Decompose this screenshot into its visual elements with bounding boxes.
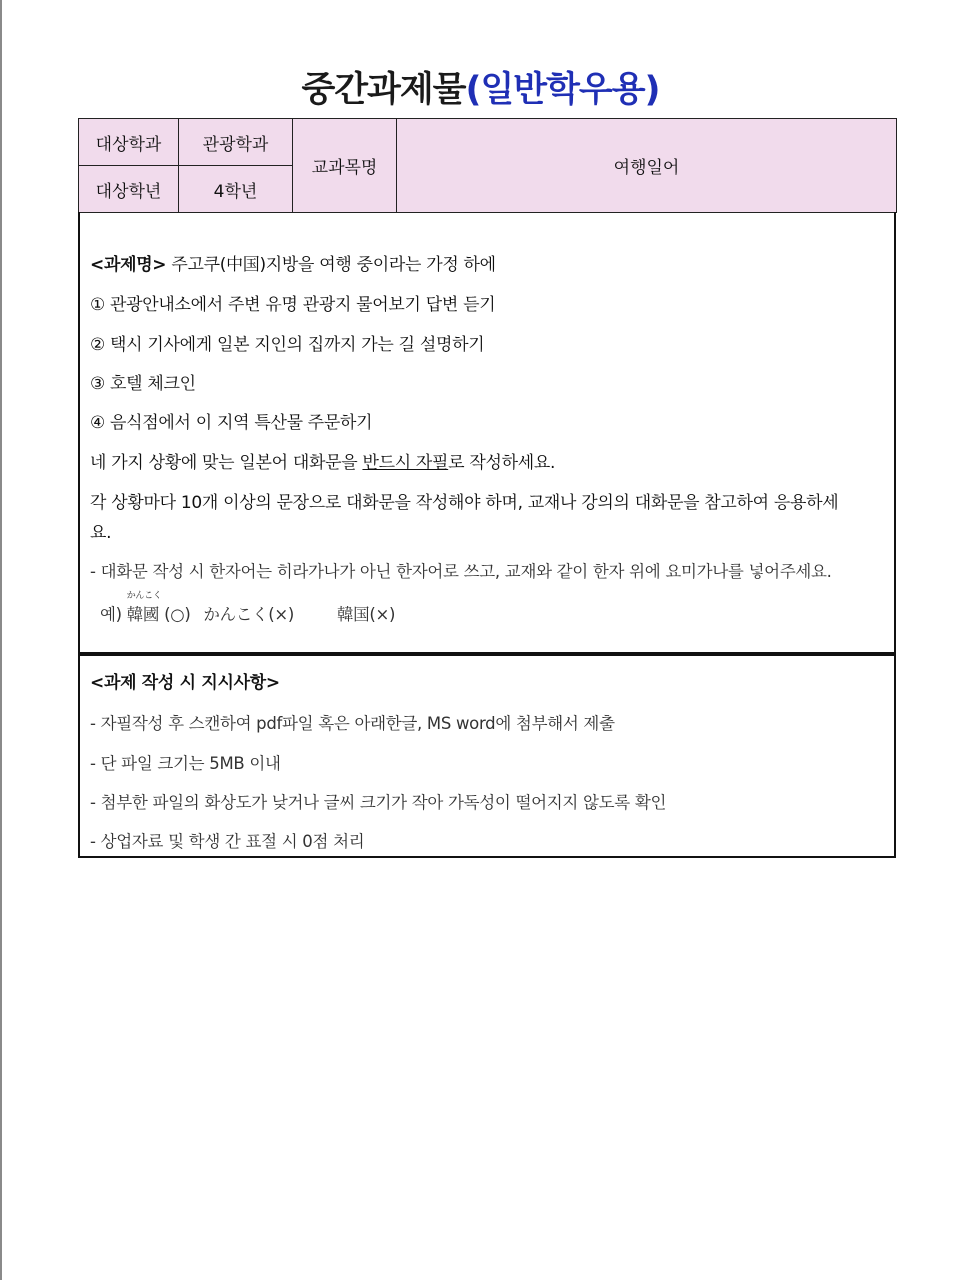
instruction-text: 로 작성하세요. [448, 453, 556, 473]
example-kana: かんこく(×) [203, 605, 295, 624]
example-prefix: 예) [100, 605, 127, 624]
guide-heading: <과제 작성 시 지시사항> [90, 673, 280, 693]
instruction-handwrite [90, 448, 555, 473]
example-kanji-text: 韓國 [126, 605, 160, 624]
course-value: 여행일어 [397, 119, 897, 213]
instruction-underline: 반드시 자필 [362, 453, 449, 473]
guide-item: - 단 파일 크기는 5MB 이내 [90, 754, 281, 773]
dept-value: 관광학과 [179, 119, 293, 166]
page-left-edge [0, 0, 2, 1280]
example-ruby: かんこく [126, 591, 162, 601]
course-label: 교과목명 [293, 119, 397, 213]
task-title-line [90, 250, 496, 275]
task-item: ② 택시 기사에게 일본 지인의 집까지 가는 길 설명하기 [90, 335, 485, 355]
guide-section [78, 654, 896, 858]
year-value: 4학년 [179, 166, 293, 213]
task-item: ④ 음식점에서 이 지역 특산물 주문하기 [90, 413, 373, 433]
example-wrong: 韓国(×) [336, 605, 396, 624]
kanji-note: - 대화문 작성 시 한자어는 히라가나가 아닌 한자어로 쓰고, 교재와 같이 한자 위에 요미가나를 넣어주세요. [90, 562, 832, 581]
example-ok: (○) [159, 605, 191, 624]
guide-item: - 자필작성 후 스캔하여 pdf파일 혹은 아래한글, MS word에 첨부해서 제출 [90, 714, 615, 733]
info-table [78, 118, 897, 213]
guide-item: - 첨부한 파일의 화상도가 낮거나 글씨 크기가 작아 가독성이 떨어지지 않도록 확인 [90, 793, 667, 812]
task-label: <과제명> [90, 255, 167, 275]
instruction-sentences-line1: 각 상황마다 10개 이상의 문장으로 대화문을 작성해야 하며, 교재나 강의의 대화문을 참고하여 응용하세 [90, 493, 839, 513]
guide-item: - 상업자료 및 학생 간 표절 시 0점 처리 [90, 832, 365, 851]
title-sub: (일반학우용) [465, 70, 660, 110]
example-line [100, 591, 396, 625]
instruction-sentences-line2: 요. [90, 523, 112, 543]
task-item: ③ 호텔 체크인 [90, 374, 196, 394]
year-label: 대상학년 [79, 166, 179, 213]
example-kanji [126, 591, 162, 625]
page-title [0, 62, 961, 112]
task-item: ① 관광안내소에서 주변 유명 관광지 물어보기 답변 듣기 [90, 295, 496, 315]
title-main: 중간과제물 [301, 70, 466, 110]
instruction-text: 네 가지 상황에 맞는 일본어 대화문을 [90, 453, 363, 473]
task-section [78, 212, 896, 654]
task-intro: 주고쿠(中国)지방을 여행 중이라는 가정 하에 [166, 255, 496, 275]
dept-label: 대상학과 [79, 119, 179, 166]
